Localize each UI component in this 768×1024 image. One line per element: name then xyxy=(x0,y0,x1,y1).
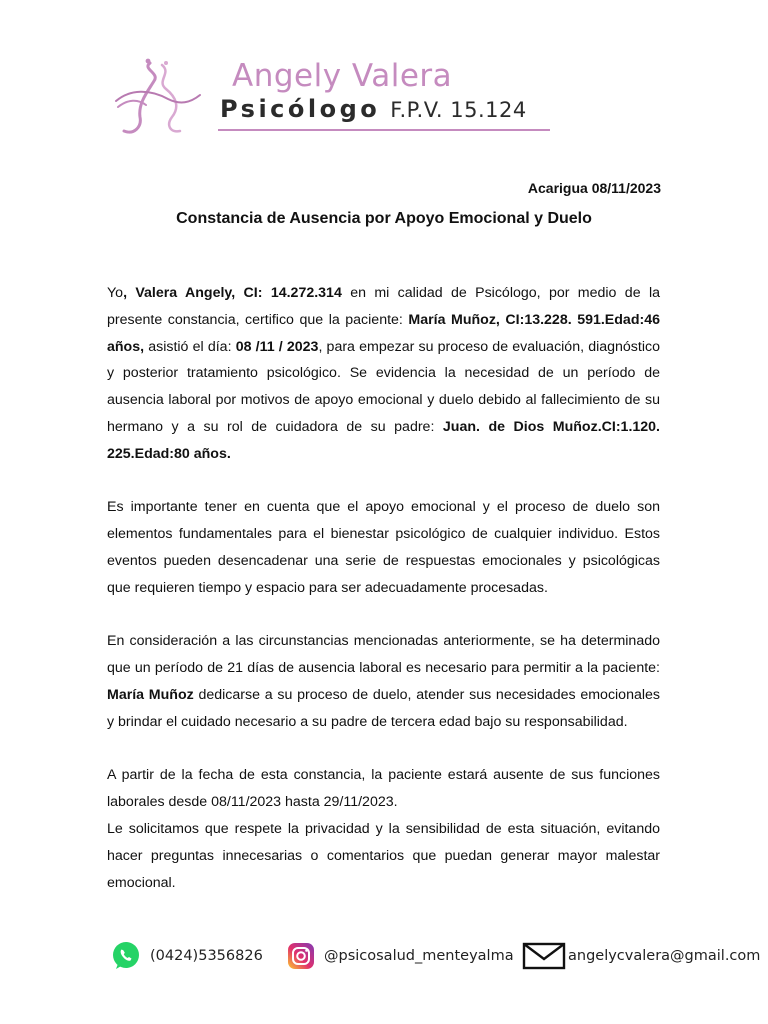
letterhead xyxy=(110,55,560,145)
text-run: en mi calidad de Psicólogo, por medio de la presente constancia, certifico que la paciente: xyxy=(107,285,660,328)
text-run: Yo xyxy=(107,285,124,301)
text-run: En consideración a las circunstancias mencionadas anteriormente, se ha determinado que un período de 21 días de ausencia laboral es necesario para permitir a la paciente: xyxy=(107,633,660,677)
registration-number: F.P.V. 15.124 xyxy=(390,98,527,122)
email-contact[interactable] xyxy=(522,938,760,974)
paragraph-absence-dates: A partir de la fecha de esta constancia, la paciente estará ausente de sus funciones laborales desde 08/11/2023 hasta 29/11/2023. xyxy=(107,767,660,811)
instagram-handle: @psicosalud_menteyalma xyxy=(324,948,514,964)
profession-label: Psicólogo xyxy=(220,95,381,123)
psychologist-name: Angely Valera xyxy=(232,58,453,94)
paragraph-consideration xyxy=(107,628,660,735)
paragraph-certification xyxy=(107,280,660,468)
email-address: angelycvalera@gmail.com xyxy=(568,948,761,964)
paragraph-privacy-request: Le solicitamos que respete la privacidad y la sensibilidad de esta situación, evitando hacer preguntas innecesarias o comentarios que puedan generar mayor malestar emocional. xyxy=(107,820,660,891)
instagram-icon xyxy=(286,941,316,971)
place-date: Acarigua 08/11/2023 xyxy=(527,180,661,196)
paragraph-importance: Es importante tener en cuenta que el apoyo emocional y el proceso de duelo son elementos fundamentales para el bienestar psicológico de cualquier individuo. Estos eventos pueden desencadenar una serie de respuestas emocionales y psicológicas que requieren tiempo y espacio para ser adecuadamente procesadas. xyxy=(107,499,660,596)
psychologist-id: , Valera Angely, CI: 14.272.314 xyxy=(123,285,342,301)
contact-footer xyxy=(110,938,760,974)
text-run: asistió el día: xyxy=(144,338,236,355)
visit-date: 08 /11 / 2023 xyxy=(235,338,319,355)
phone-number: (0424)5356826 xyxy=(150,948,263,964)
patient-id: María Muñoz, CI:13.228. 591.Edad:46 años, xyxy=(107,311,660,355)
envelope-icon xyxy=(522,942,566,970)
document-title: Constancia de Ausencia por Apoyo Emocional y Duelo xyxy=(176,210,592,227)
text-run: dedicarse a su proceso de duelo, atender sus necesidades emocionales y brindar el cuidado necesario a su padre de tercera edad bajo su responsabilidad. xyxy=(107,686,660,730)
monogram-logo xyxy=(110,55,205,140)
patient-name: María Muñoz xyxy=(107,686,194,703)
phone-contact[interactable] xyxy=(110,938,263,974)
father-id: Juan. de Dios Muñoz.CI:1.120. 225.Edad:80 años. xyxy=(107,418,660,462)
text-run: , para empezar su proceso de evaluación, diagnóstico y posterior tratamiento psicológico. Se evidencia la necesidad de un período de ausencia laboral por motivos de apoyo emocional y duelo debido al fallecimiento de su hermano y a su rol de cuidadora de su padre: xyxy=(107,338,660,435)
document-body xyxy=(107,280,660,923)
instagram-contact[interactable] xyxy=(286,938,514,974)
profession-line xyxy=(220,95,527,123)
header-divider xyxy=(218,129,550,131)
whatsapp-icon xyxy=(110,940,142,972)
